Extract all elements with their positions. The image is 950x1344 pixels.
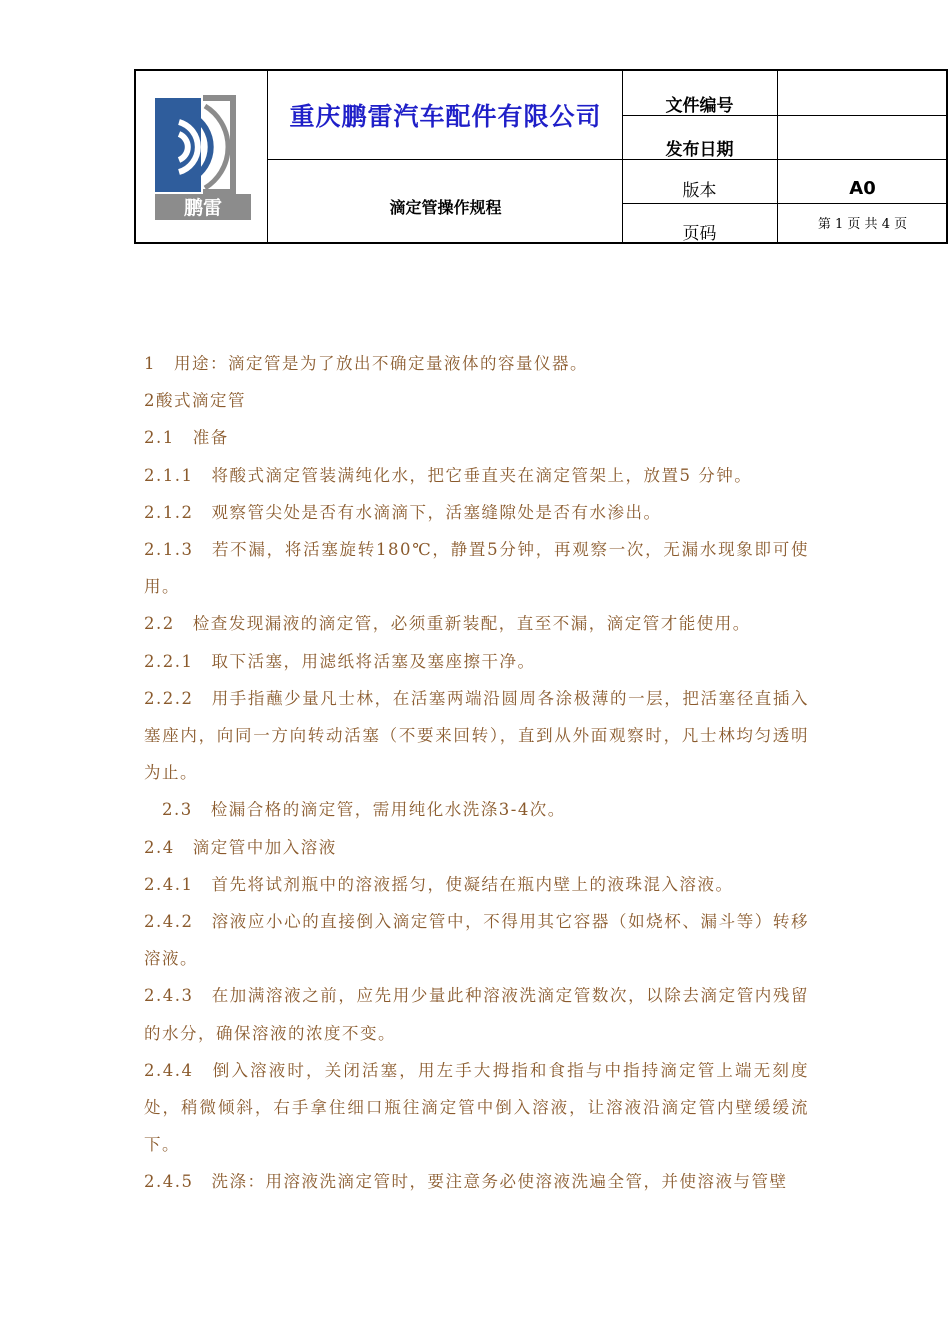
company-logo: [153, 92, 253, 222]
paragraph: 2.4.2 溶液应小心的直接倒入滴定管中，不得用其它容器（如烧杯、漏斗等）转移溶液。: [144, 912, 809, 969]
paragraph: 2酸式滴定管: [144, 391, 246, 411]
paragraph: 2.4.5 洗涤：用溶液洗滴定管时，要注意务必使溶液洗遍全管，并使溶液与管壁: [144, 1172, 788, 1192]
company-name: 重庆鹏雷汽车配件有限公司: [289, 102, 602, 131]
paragraph: 2.4.4 倒入溶液时，关闭活塞，用左手大拇指和食指与中指持滴定管上端无刻度处，稍微倾斜，右手拿住细口瓶往滴定管中倒入溶液，让溶液沿滴定管内壁缓缓流下。: [144, 1060, 809, 1155]
doc-number-value: [777, 71, 948, 115]
version-label: 版本: [682, 180, 717, 201]
paragraph: 2.2.1 取下活塞，用滤纸将活塞及塞座擦干净。: [144, 651, 536, 671]
paragraph: 2.4.1 首先将试剂瓶中的溶液摇匀，使凝结在瓶内壁上的液珠混入溶液。: [144, 874, 734, 894]
divider: [267, 71, 268, 242]
paragraph: 2.4 滴定管中加入溶液: [144, 837, 337, 857]
release-date-label: 发布日期: [665, 139, 734, 160]
paragraph: 1 用途：滴定管是为了放出不确定量液体的容量仪器。: [144, 354, 588, 373]
document-header-table: [134, 69, 948, 244]
release-date-value: [777, 115, 948, 159]
procedure-body: [144, 345, 809, 1201]
paragraph: 2.3 检漏合格的滴定管，需用纯化水洗涤3-4次。: [162, 800, 566, 820]
paragraph: 2.1.1 将酸式滴定管装满纯化水，把它垂直夹在滴定管架上，放置5 分钟。: [144, 465, 753, 485]
logo-cell: [136, 71, 267, 242]
paragraph: 2.1.2 观察管尖处是否有水滴滴下，活塞缝隙处是否有水渗出。: [144, 502, 662, 522]
paragraph: 2.4.3 在加满溶液之前，应先用少量此种溶液洗滴定管数次，以除去滴定管内残留的水分，确保溶液的浓度不变。: [144, 986, 809, 1043]
divider: [267, 159, 622, 160]
paragraph: 2.1 准备: [144, 428, 229, 448]
svg-text:鹏雷: 鹏雷: [183, 197, 223, 219]
paragraph: 2.1.3 若不漏，将活塞旋转180℃，静置5分钟，再观察一次，无漏水现象即可使用。: [144, 540, 809, 597]
doc-number-label: 文件编号: [665, 95, 734, 116]
paragraph: 2.2 检查发现漏液的滴定管，必须重新装配，直至不漏，滴定管才能使用。: [144, 614, 751, 634]
paragraph: 2.2.2 用手指蘸少量凡士林，在活塞两端沿圆周各涂极薄的一层，把活塞径直插入塞座内，向同一方向转动活塞（不要来回转），直到从外面观察时，凡士林均匀透明为止。: [144, 688, 809, 783]
document-title: 滴定管操作规程: [389, 197, 502, 217]
page-value: 第 1 页 共 4 页: [817, 217, 908, 232]
page-label: 页码: [682, 223, 717, 244]
version-value: A0: [849, 177, 876, 199]
